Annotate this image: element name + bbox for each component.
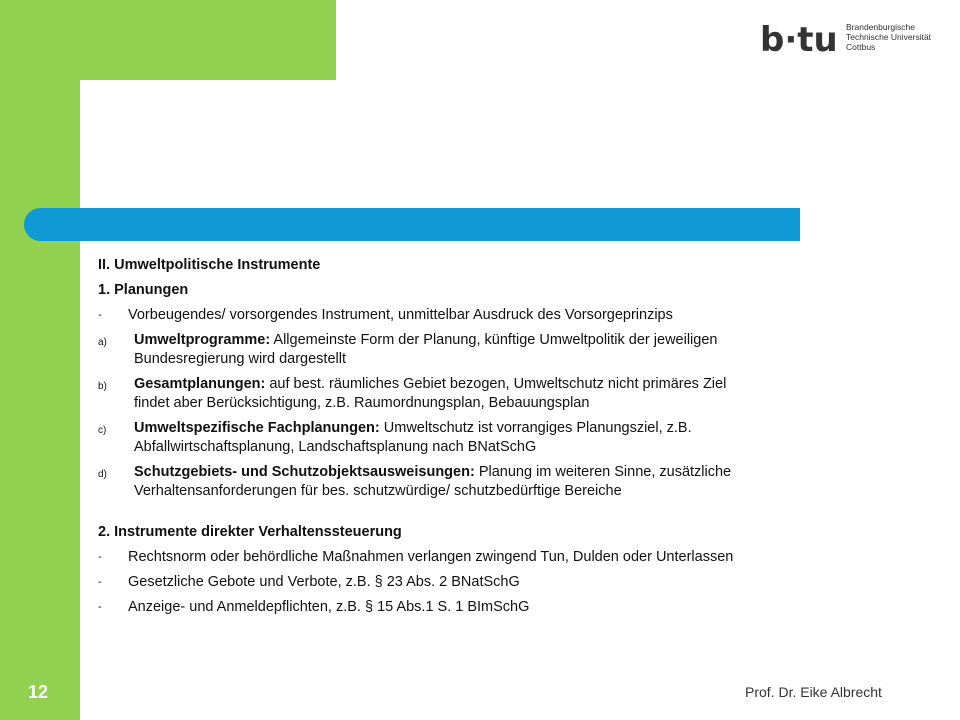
green-sidebar (0, 0, 80, 720)
item-mark: d) (98, 469, 107, 480)
bullet-dash: - (98, 601, 102, 613)
logo-text (846, 22, 931, 52)
bullet-text: Gesetzliche Gebote und Verbote, z.B. § 23 Abs. 2 BNatSchG (128, 574, 520, 590)
list-item (98, 548, 878, 567)
list-item (98, 573, 878, 592)
title-bar (24, 208, 800, 241)
item-mark: c) (98, 425, 107, 436)
slide-corner (80, 80, 140, 140)
green-header-block (0, 0, 336, 80)
item-term: Gesamtplanungen: (134, 376, 266, 392)
list-item-d (98, 463, 878, 501)
item-text: auf best. räumliches Gebiet bezogen, Umweltschutz nicht primäres Ziel (265, 376, 727, 392)
list-item-c (98, 419, 878, 457)
bullet-text: Anzeige- und Anmeldepflichten, z.B. § 15 Abs.1 S. 1 BImSchG (128, 599, 530, 615)
author-footer: Prof. Dr. Eike Albrecht (745, 684, 882, 700)
slide-content (98, 256, 878, 617)
btu-logo-mark (760, 18, 842, 58)
item-term: Schutzgebiets- und Schutzobjektsausweisungen: (134, 464, 475, 480)
list-item (98, 598, 878, 617)
list-item-a (98, 331, 878, 369)
item-text: Umweltschutz ist vorrangiges Planungsziel, z.B. (379, 420, 692, 436)
logo-wordmark: b·tu (760, 20, 838, 58)
item-text-cont: findet aber Berücksichtigung, z.B. Raumordnungsplan, Bebauungsplan (134, 395, 590, 411)
item-mark: a) (98, 337, 107, 348)
slide-heading: II. Umweltpolitische Instrumente (98, 257, 321, 273)
item-text-cont: Abfallwirtschaftsplanung, Landschaftsplanung nach BNatSchG (134, 439, 537, 455)
section-2-title: 2. Instrumente direkter Verhaltenssteuerung (98, 524, 402, 540)
bullet-dash: - (98, 576, 102, 588)
bullet-text: Rechtsnorm oder behördliche Maßnahmen verlangen zwingend Tun, Dulden oder Unterlassen (128, 549, 734, 565)
item-text: Allgemeinste Form der Planung, künftige Umweltpolitik der jeweiligen (270, 332, 718, 348)
btu-logo (760, 18, 950, 58)
page-number: 12 (28, 682, 49, 702)
item-mark: b) (98, 381, 107, 392)
section-1-title: 1. Planungen (98, 282, 189, 298)
bullet-dash: - (98, 551, 102, 563)
logo-line-2: Technische Universität (846, 32, 932, 42)
logo-line-3: Cottbus (846, 42, 876, 52)
logo-line-1: Brandenburgische (846, 22, 915, 32)
item-text-cont: Bundesregierung wird dargestellt (134, 351, 346, 367)
bullet-text: Vorbeugendes/ vorsorgendes Instrument, unmittelbar Ausdruck des Vorsorgeprinzips (128, 307, 673, 323)
item-text-cont: Verhaltensanforderungen für bes. schutzwürdige/ schutzbedürftige Bereiche (134, 483, 622, 499)
list-item-b (98, 375, 878, 413)
item-term: Umweltspezifische Fachplanungen: (134, 420, 380, 436)
list-item (98, 306, 878, 325)
bullet-dash: - (98, 309, 102, 321)
item-text: Planung im weiteren Sinne, zusätzliche (474, 464, 732, 480)
item-term: Umweltprogramme: (134, 332, 271, 348)
